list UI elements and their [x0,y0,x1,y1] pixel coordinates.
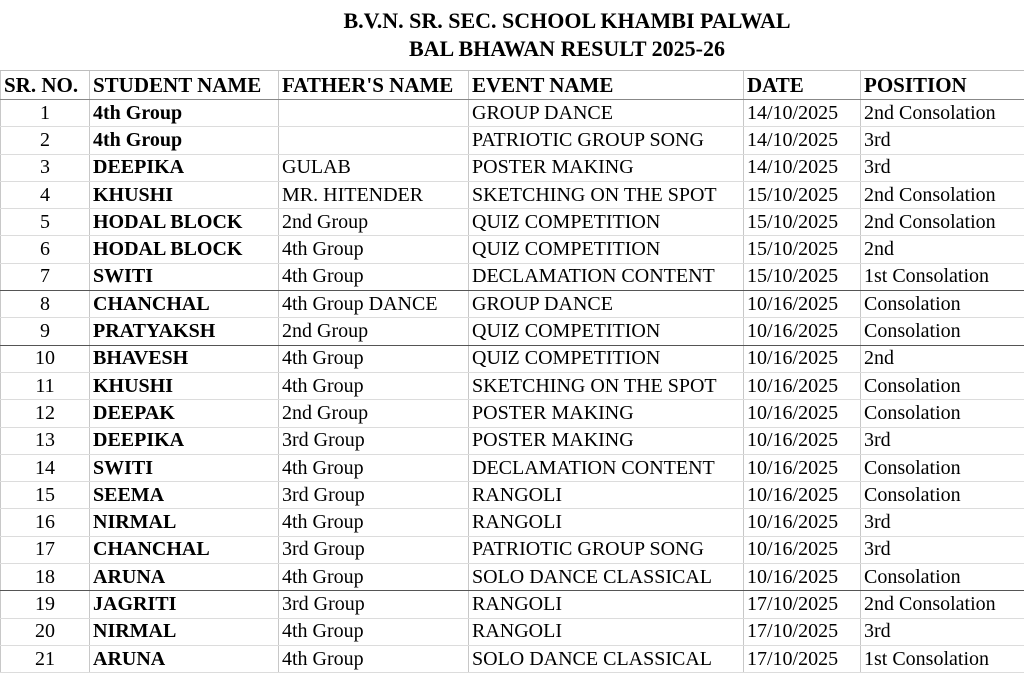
cell-position: 2nd Consolation [861,209,1024,236]
table-body [1,100,1024,673]
cell-position: 3rd [861,127,1024,154]
cell-date: 17/10/2025 [744,645,861,672]
cell-event: QUIZ COMPETITION [469,209,744,236]
table-row [1,209,1024,236]
cell-father: 3rd Group [279,536,469,563]
cell-sr: 5 [1,209,90,236]
cell-position: 2nd Consolation [861,591,1024,618]
cell-father [279,127,469,154]
cell-position: 1st Consolation [861,263,1024,290]
cell-student: KHUSHI [90,181,279,208]
table-row [1,318,1024,345]
cell-father: 4th Group DANCE [279,291,469,318]
cell-position: Consolation [861,400,1024,427]
cell-event: POSTER MAKING [469,154,744,181]
cell-position: Consolation [861,482,1024,509]
table-row [1,482,1024,509]
cell-date: 14/10/2025 [744,100,861,127]
cell-sr: 18 [1,564,90,591]
school-name: B.V.N. SR. SEC. SCHOOL KHAMBI PALWAL [343,8,791,33]
table-row [1,127,1024,154]
cell-event: SKETCHING ON THE SPOT [469,181,744,208]
cell-event: DECLAMATION CONTENT [469,263,744,290]
cell-event: GROUP DANCE [469,100,744,127]
cell-student: SWITI [90,454,279,481]
cell-student: NIRMAL [90,618,279,645]
header-row [1,71,1024,100]
cell-father: 3rd Group [279,591,469,618]
cell-sr: 17 [1,536,90,563]
cell-student: DEEPIKA [90,427,279,454]
cell-date: 15/10/2025 [744,209,861,236]
cell-event: RANGOLI [469,591,744,618]
cell-date: 17/10/2025 [744,618,861,645]
cell-event: PATRIOTIC GROUP SONG [469,127,744,154]
cell-event: PATRIOTIC GROUP SONG [469,536,744,563]
table-row [1,181,1024,208]
cell-date: 17/10/2025 [744,591,861,618]
cell-position: Consolation [861,564,1024,591]
table-row [1,591,1024,618]
cell-date: 10/16/2025 [744,564,861,591]
cell-event: GROUP DANCE [469,291,744,318]
cell-position: Consolation [861,291,1024,318]
cell-event: POSTER MAKING [469,427,744,454]
cell-father: 3rd Group [279,482,469,509]
cell-position: 3rd [861,536,1024,563]
cell-event: SKETCHING ON THE SPOT [469,372,744,399]
result-title: BAL BHAWAN RESULT 2025-26 [408,36,726,61]
cell-sr: 12 [1,400,90,427]
cell-father: 4th Group [279,372,469,399]
cell-student: HODAL BLOCK [90,209,279,236]
cell-sr: 4 [1,181,90,208]
cell-father: 4th Group [279,454,469,481]
cell-student: JAGRITI [90,591,279,618]
cell-father [279,100,469,127]
table-row [1,564,1024,591]
cell-date: 15/10/2025 [744,181,861,208]
table-row [1,100,1024,127]
title-block [0,0,1024,71]
cell-date: 10/16/2025 [744,345,861,372]
cell-event: SOLO DANCE CLASSICAL [469,564,744,591]
cell-sr: 2 [1,127,90,154]
cell-sr: 13 [1,427,90,454]
cell-student: SEEMA [90,482,279,509]
cell-sr: 11 [1,372,90,399]
table-row [1,345,1024,372]
cell-sr: 14 [1,454,90,481]
cell-date: 10/16/2025 [744,372,861,399]
cell-student: BHAVESH [90,345,279,372]
cell-date: 15/10/2025 [744,236,861,263]
cell-sr: 1 [1,100,90,127]
cell-event: SOLO DANCE CLASSICAL [469,645,744,672]
cell-student: NIRMAL [90,509,279,536]
cell-event: POSTER MAKING [469,400,744,427]
cell-date: 10/16/2025 [744,482,861,509]
cell-student: HODAL BLOCK [90,236,279,263]
cell-event: RANGOLI [469,482,744,509]
cell-student: ARUNA [90,645,279,672]
table-row [1,536,1024,563]
cell-student: 4th Group [90,127,279,154]
cell-student: CHANCHAL [90,536,279,563]
cell-father: GULAB [279,154,469,181]
cell-father: 4th Group [279,564,469,591]
table-row [1,154,1024,181]
cell-sr: 16 [1,509,90,536]
cell-father: 3rd Group [279,427,469,454]
table-row [1,454,1024,481]
cell-sr: 15 [1,482,90,509]
cell-sr: 20 [1,618,90,645]
col-header-student: STUDENT NAME [90,71,279,100]
cell-event: DECLAMATION CONTENT [469,454,744,481]
table-row [1,618,1024,645]
cell-date: 10/16/2025 [744,400,861,427]
cell-student: KHUSHI [90,372,279,399]
cell-father: 4th Group [279,236,469,263]
cell-event: RANGOLI [469,509,744,536]
cell-position: 2nd [861,345,1024,372]
cell-father: MR. HITENDER [279,181,469,208]
cell-student: 4th Group [90,100,279,127]
cell-date: 10/16/2025 [744,536,861,563]
cell-event: RANGOLI [469,618,744,645]
cell-date: 10/16/2025 [744,291,861,318]
cell-date: 14/10/2025 [744,127,861,154]
cell-date: 10/16/2025 [744,318,861,345]
cell-sr: 7 [1,263,90,290]
table-row [1,400,1024,427]
cell-sr: 21 [1,645,90,672]
col-header-father: FATHER'S NAME [279,71,469,100]
results-table [0,71,1024,673]
cell-event: QUIZ COMPETITION [469,318,744,345]
table-row [1,427,1024,454]
cell-date: 15/10/2025 [744,263,861,290]
col-header-date: DATE [744,71,861,100]
cell-position: 3rd [861,618,1024,645]
col-header-position: POSITION [861,71,1024,100]
cell-student: DEEPIKA [90,154,279,181]
cell-position: 2nd Consolation [861,181,1024,208]
cell-father: 4th Group [279,263,469,290]
col-header-sr: SR. NO. [1,71,90,100]
cell-sr: 8 [1,291,90,318]
cell-position: Consolation [861,454,1024,481]
cell-student: SWITI [90,263,279,290]
cell-position: Consolation [861,372,1024,399]
cell-position: 2nd [861,236,1024,263]
cell-student: CHANCHAL [90,291,279,318]
cell-student: DEEPAK [90,400,279,427]
cell-sr: 9 [1,318,90,345]
cell-sr: 19 [1,591,90,618]
cell-sr: 3 [1,154,90,181]
cell-event: QUIZ COMPETITION [469,236,744,263]
cell-father: 4th Group [279,645,469,672]
cell-date: 10/16/2025 [744,509,861,536]
table-row [1,372,1024,399]
table-row [1,291,1024,318]
cell-date: 10/16/2025 [744,427,861,454]
cell-student: ARUNA [90,564,279,591]
cell-position: 1st Consolation [861,645,1024,672]
table-row [1,509,1024,536]
cell-father: 2nd Group [279,209,469,236]
cell-father: 4th Group [279,509,469,536]
col-header-event: EVENT NAME [469,71,744,100]
cell-father: 2nd Group [279,400,469,427]
cell-father: 2nd Group [279,318,469,345]
cell-position: Consolation [861,318,1024,345]
cell-date: 10/16/2025 [744,454,861,481]
table-row [1,236,1024,263]
cell-event: QUIZ COMPETITION [469,345,744,372]
cell-position: 3rd [861,509,1024,536]
cell-position: 3rd [861,154,1024,181]
cell-student: PRATYAKSH [90,318,279,345]
cell-position: 2nd Consolation [861,100,1024,127]
table-row [1,263,1024,290]
cell-father: 4th Group [279,618,469,645]
cell-position: 3rd [861,427,1024,454]
cell-sr: 10 [1,345,90,372]
table-row [1,645,1024,672]
cell-sr: 6 [1,236,90,263]
cell-date: 14/10/2025 [744,154,861,181]
cell-father: 4th Group [279,345,469,372]
